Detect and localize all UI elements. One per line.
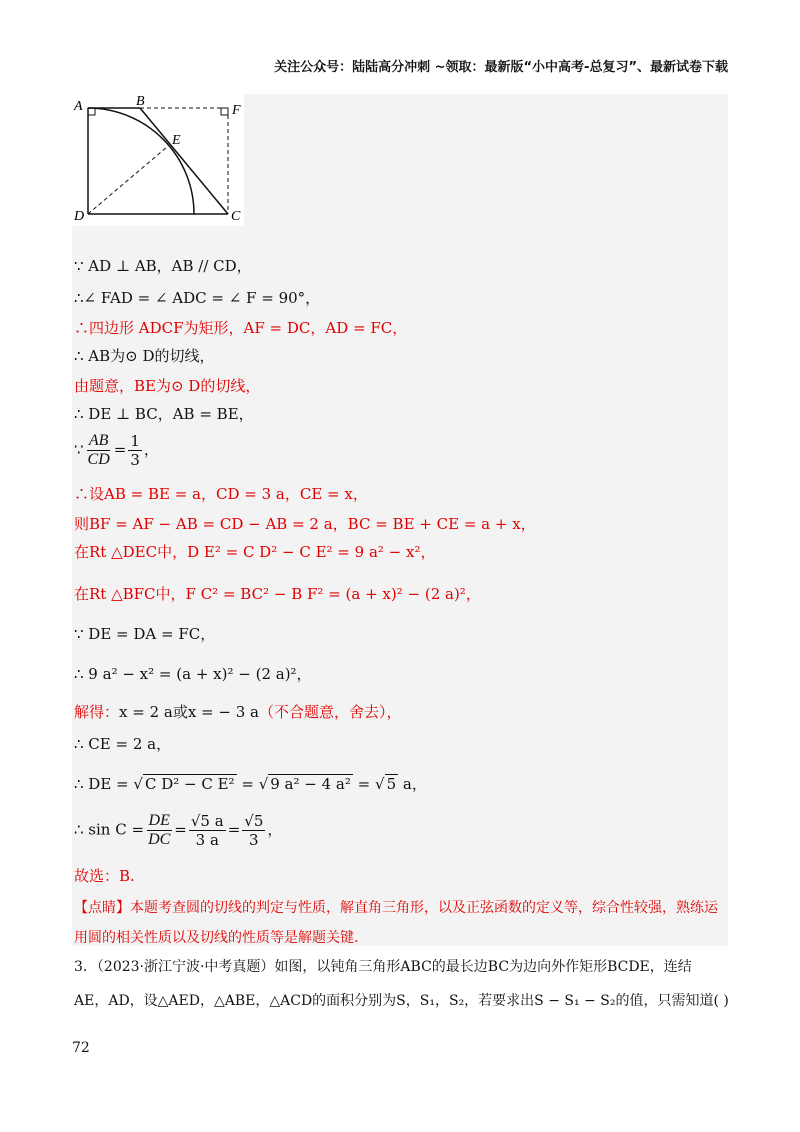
solution-line-9: 则BF = AF − AB = CD − AB = 2 a，BC = BE + CE = a + x， <box>74 515 536 533</box>
solution-line-1: ∵ AD ⊥ AB，AB // CD， <box>74 257 252 275</box>
solve-result: x = 2 a或x = − 3 a <box>119 703 259 721</box>
label-c: C <box>231 209 241 224</box>
solution-line-4: ∴ AB为⊙ D的切线， <box>74 347 215 365</box>
sqrt-3: 5 <box>386 775 397 793</box>
page-number: 72 <box>72 1040 90 1056</box>
solution-line-10: 在Rt △DEC中，D E² = C D² − C E² = 9 a² − x²， <box>74 543 436 561</box>
equals: = <box>236 775 259 793</box>
fraction-num: √5 <box>244 812 264 830</box>
comment-text-1: 本题考查圆的切线的判定与性质，解直角三角形，以及正弦函数的定义等，综合性较强，熟练运 <box>130 900 718 916</box>
fraction-den: 3 <box>130 451 140 469</box>
solution-line-15: ∴ CE = 2 a， <box>74 735 172 753</box>
solve-note: （不合题意，舍去）， <box>259 703 402 721</box>
solution-line-13: ∴ 9 a² − x² = (a + x)² − (2 a)²， <box>74 665 312 683</box>
fraction-den: CD <box>87 451 110 468</box>
solution-line-6: ∴ DE ⊥ BC，AB = BE， <box>74 405 254 423</box>
geometry-diagram <box>72 94 244 226</box>
equals: = <box>113 440 127 459</box>
page-header: 关注公众号：陆陆高分冲刺 ~领取：最新版“小中高考-总复习”、最新试卷下载 <box>274 60 728 75</box>
comma: ， <box>267 820 283 839</box>
since-symbol: ∵ <box>74 440 84 459</box>
solution-line-11: 在Rt △BFC中，F C² = BC² − B F² = (a + x)² − (2 a)²， <box>74 585 481 603</box>
question-line-2: AE，AD，设△AED，△ABE，△ACD的面积分别为S，S₁，S₂，若要求出S − S₁ − S₂的值，只需知道( ) <box>74 993 729 1009</box>
fraction-num: 1 <box>130 432 140 450</box>
solution-line-3: ∴四边形 ADCF为矩形，AF = DC，AD = FC， <box>74 319 408 337</box>
solution-line-14 <box>74 702 402 722</box>
fraction-root5a-3a <box>189 812 226 849</box>
solve-label: 解得： <box>74 703 120 721</box>
fraction-num: AB <box>88 432 109 449</box>
label-d: D <box>74 209 85 224</box>
de-suffix: a， <box>398 775 427 793</box>
fraction-den: 3 <box>249 831 259 849</box>
equals: = <box>352 775 375 793</box>
label-a: A <box>74 99 83 114</box>
solution-line-17: ∴ sin C = $\frac{DE}{DC}$ = $\frac{√5 a}{3 a}$ = $\frac{√5}{3}$ ， <box>74 812 283 849</box>
fraction-den: 3 a <box>195 831 219 849</box>
fraction-de-dc <box>146 812 172 849</box>
fraction-den: DC <box>148 831 171 848</box>
solution-line-7 <box>74 432 159 469</box>
label-f: F <box>232 103 241 118</box>
sin-prefix: ∴ sin C = <box>74 820 145 839</box>
question-line-1: 3．（2023·浙江宁波·中考真题）如图，以钝角三角形ABC的最长边BC为边向外作矩形BCDE，连结 <box>74 959 692 975</box>
fraction-root5-3 <box>242 812 265 849</box>
arc <box>88 108 194 214</box>
segment-de <box>88 147 167 214</box>
solution-line-5: 由题意，BE为⊙ D的切线， <box>74 377 261 395</box>
fraction-num: √5 a <box>190 812 224 830</box>
solution-answer: 故选：B. <box>74 867 135 885</box>
de-prefix: ∴ DE = <box>74 775 134 793</box>
fraction-ab-cd <box>86 432 112 469</box>
sqrt-2: 9 a² − 4 a² <box>270 775 351 793</box>
sqrt-1: C D² − C E² <box>144 775 235 793</box>
geometry-figure <box>72 94 244 226</box>
solution-line-2: ∴∠ FAD = ∠ ADC = ∠ F = 90°， <box>74 289 321 307</box>
solution-line-16: ∴ DE = √ C D² − C E² = √ 9 a² − 4 a² = √ 5 a， <box>74 775 427 793</box>
solution-line-8: ∴设AB = BE = a，CD = 3 a，CE = x， <box>74 485 368 503</box>
segment-bc <box>140 108 228 214</box>
right-angle-f <box>221 108 228 115</box>
solution-line-12: ∵ DE = DA = FC， <box>74 625 216 643</box>
comment-tag: 【点睛】 <box>74 900 130 916</box>
fraction-num: DE <box>148 812 170 829</box>
comment-line-1 <box>74 898 718 918</box>
comma: ， <box>143 440 159 459</box>
fraction-1-3 <box>128 432 142 469</box>
comment-line-2: 用圆的相关性质以及切线的性质等是解题关键. <box>74 930 359 946</box>
label-b: B <box>136 94 145 109</box>
label-e: E <box>172 133 181 148</box>
right-angle-a <box>88 108 95 115</box>
